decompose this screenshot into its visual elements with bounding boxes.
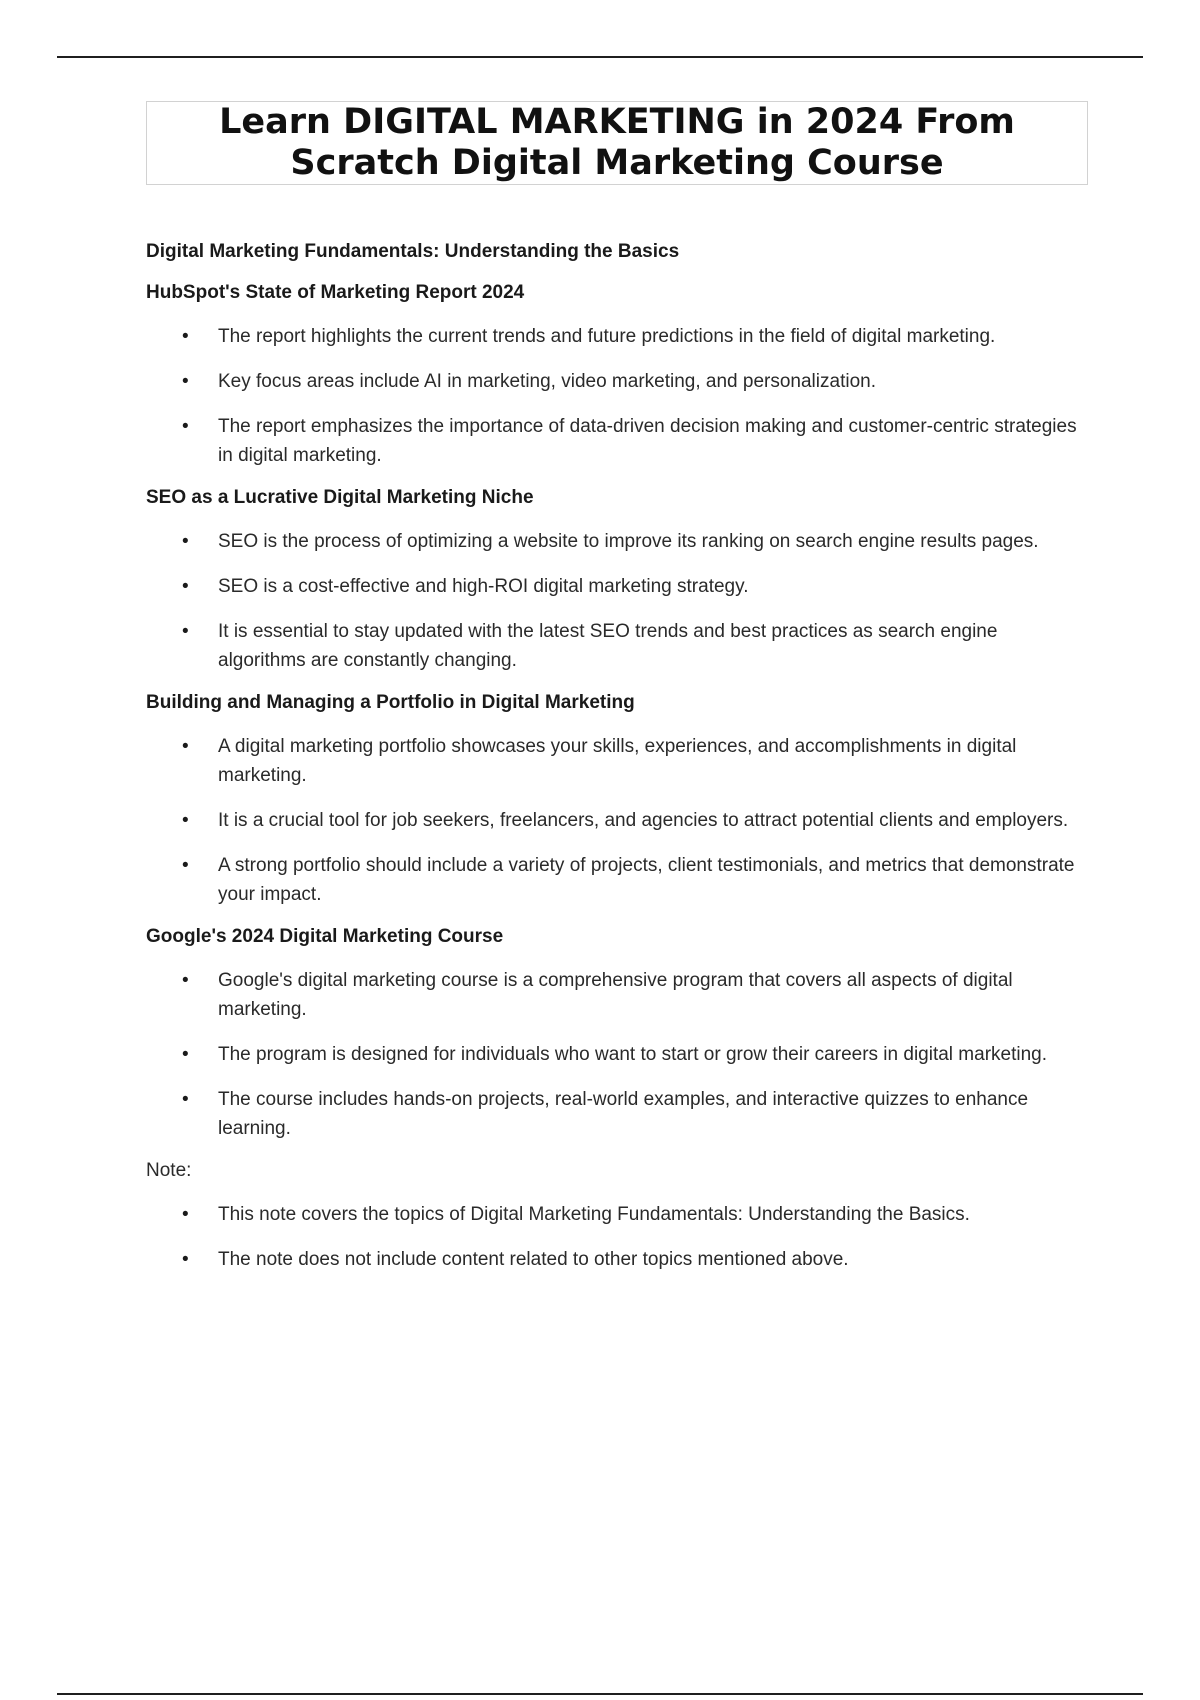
section-list-seo (146, 527, 1086, 675)
document-body (146, 240, 1086, 1290)
document-title: Learn DIGITAL MARKETING in 2024 From Scratch Digital Marketing Course (219, 102, 1015, 183)
note-label: Note: (146, 1160, 192, 1181)
intro-heading: Digital Marketing Fundamentals: Understanding the Basics (146, 241, 680, 262)
list-item (146, 966, 1086, 1024)
list-item-text: The report highlights the current trends and future predictions in the field of digital marketing. (218, 326, 996, 347)
bullet-icon: • (182, 371, 189, 392)
list-item (146, 322, 1086, 351)
list-item-text: Google's digital marketing course is a comprehensive program that covers all aspects of digital marketing. (218, 970, 1013, 1020)
list-item (146, 412, 1086, 470)
list-item (146, 806, 1086, 835)
bullet-icon: • (182, 1249, 189, 1270)
section-heading-portfolio: Building and Managing a Portfolio in Digital Marketing (146, 692, 635, 713)
list-item-text: This note covers the topics of Digital Marketing Fundamentals: Understanding the Basics. (218, 1204, 970, 1225)
bullet-icon: • (182, 621, 189, 642)
list-item-text: The note does not include content related to other topics mentioned above. (218, 1249, 849, 1270)
title-box (146, 101, 1088, 185)
list-item (146, 1040, 1086, 1069)
list-item-text: The course includes hands-on projects, real-world examples, and interactive quizzes to enhance learning. (218, 1089, 1029, 1139)
list-item (146, 367, 1086, 396)
list-item (146, 527, 1086, 556)
bullet-icon: • (182, 416, 189, 437)
list-item (146, 1085, 1086, 1143)
list-item-text: SEO is the process of optimizing a website to improve its ranking on search engine results pages. (218, 531, 1039, 552)
list-item (146, 1200, 1086, 1229)
list-item-text: SEO is a cost-effective and high-ROI digital marketing strategy. (218, 576, 749, 597)
list-item-text: Key focus areas include AI in marketing, video marketing, and personalization. (218, 371, 876, 392)
list-item-text: The program is designed for individuals who want to start or grow their careers in digital marketing. (218, 1044, 1047, 1065)
list-item-text: It is a crucial tool for job seekers, freelancers, and agencies to attract potential clients and employers. (218, 810, 1069, 831)
list-item-text: It is essential to stay updated with the latest SEO trends and best practices as search engine algorithms are constantly changing. (218, 621, 998, 671)
section-heading-seo: SEO as a Lucrative Digital Marketing Niche (146, 487, 534, 508)
section-heading-google-course: Google's 2024 Digital Marketing Course (146, 926, 504, 947)
bullet-icon: • (182, 1204, 189, 1225)
list-item (146, 851, 1086, 909)
bullet-icon: • (182, 736, 189, 757)
list-item-text: A digital marketing portfolio showcases your skills, experiences, and accomplishments in digital marketing. (218, 736, 1017, 786)
list-item (146, 1245, 1086, 1274)
list-item-text: The report emphasizes the importance of data-driven decision making and customer-centric strategies in digital marketing. (218, 416, 1077, 466)
note-list (146, 1200, 1086, 1274)
section-list-portfolio (146, 732, 1086, 909)
bullet-icon: • (182, 326, 189, 347)
list-item-text: A strong portfolio should include a variety of projects, client testimonials, and metrics that demonstrate your impact. (218, 855, 1075, 905)
bullet-icon: • (182, 810, 189, 831)
list-item (146, 572, 1086, 601)
bullet-icon: • (182, 1089, 189, 1110)
bottom-divider (57, 1693, 1143, 1695)
section-heading-hubspot: HubSpot's State of Marketing Report 2024 (146, 282, 525, 303)
bullet-icon: • (182, 1044, 189, 1065)
bullet-icon: • (182, 531, 189, 552)
top-divider (57, 56, 1143, 58)
bullet-icon: • (182, 855, 189, 876)
section-list-google-course (146, 966, 1086, 1143)
list-item (146, 732, 1086, 790)
bullet-icon: • (182, 970, 189, 991)
bullet-icon: • (182, 576, 189, 597)
section-list-hubspot (146, 322, 1086, 470)
list-item (146, 617, 1086, 675)
